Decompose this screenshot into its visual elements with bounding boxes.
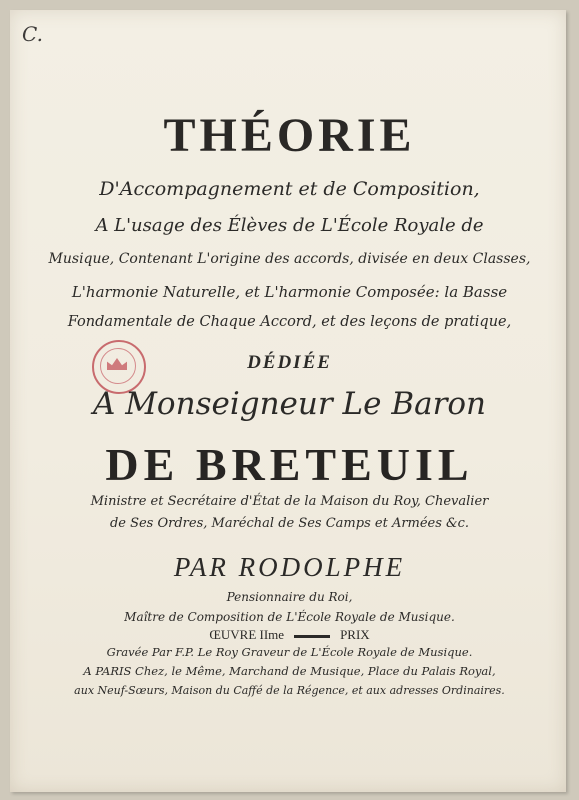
subtitle-line-2: A L'usage des Élèves de L'École Royale de xyxy=(95,215,484,236)
price-label: PRIX xyxy=(340,627,370,642)
subtitle-line-5: Fondamentale de Chaque Accord, et des leçons de pratique, xyxy=(67,314,512,330)
ministry-line-2: de Ses Ordres, Maréchal de Ses Camps et Armées &c. xyxy=(109,516,470,531)
ministry-line-1: Ministre et Secrétaire d'État de la Maison du Roy, Chevalier xyxy=(90,494,489,509)
dedication: DÉDIÉE xyxy=(247,352,332,373)
publisher-line-2: A PARIS Chez, le Même, Marchand de Musique, Place du Palais Royal, xyxy=(83,664,496,678)
subtitle-line-4: L'harmonie Naturelle, et L'harmonie Composée: la Basse xyxy=(71,283,508,301)
author: PAR RODOLPHE xyxy=(173,552,406,582)
oeuvre-price-line xyxy=(0,627,579,643)
subtitle-line-3: Musique, Contenant L'origine des accords, divisée en deux Classes, xyxy=(48,251,531,267)
page-title: THÉORIE xyxy=(163,109,416,162)
oeuvre-number: ŒUVRE IIme xyxy=(209,627,285,642)
author-title-2: Maître de Composition de L'École Royale de Musique. xyxy=(124,610,455,624)
separator-dash xyxy=(294,635,330,638)
publisher-line-3: aux Neuf-Sœurs, Maison du Caffé de la Régence, et aux adresses Ordinaires. xyxy=(74,684,505,697)
shelfmark: C. xyxy=(22,22,43,46)
recipient-line: A Monseigneur Le Baron xyxy=(92,386,487,422)
author-title-1: Pensionnaire du Roi, xyxy=(226,590,353,604)
subtitle-line-1: D'Accompagnement et de Composition, xyxy=(99,178,480,200)
publisher-line-1: Gravée Par F.P. Le Roy Graveur de L'École Royale de Musique. xyxy=(106,645,473,659)
recipient-name: DE BRETEUIL xyxy=(105,439,474,490)
